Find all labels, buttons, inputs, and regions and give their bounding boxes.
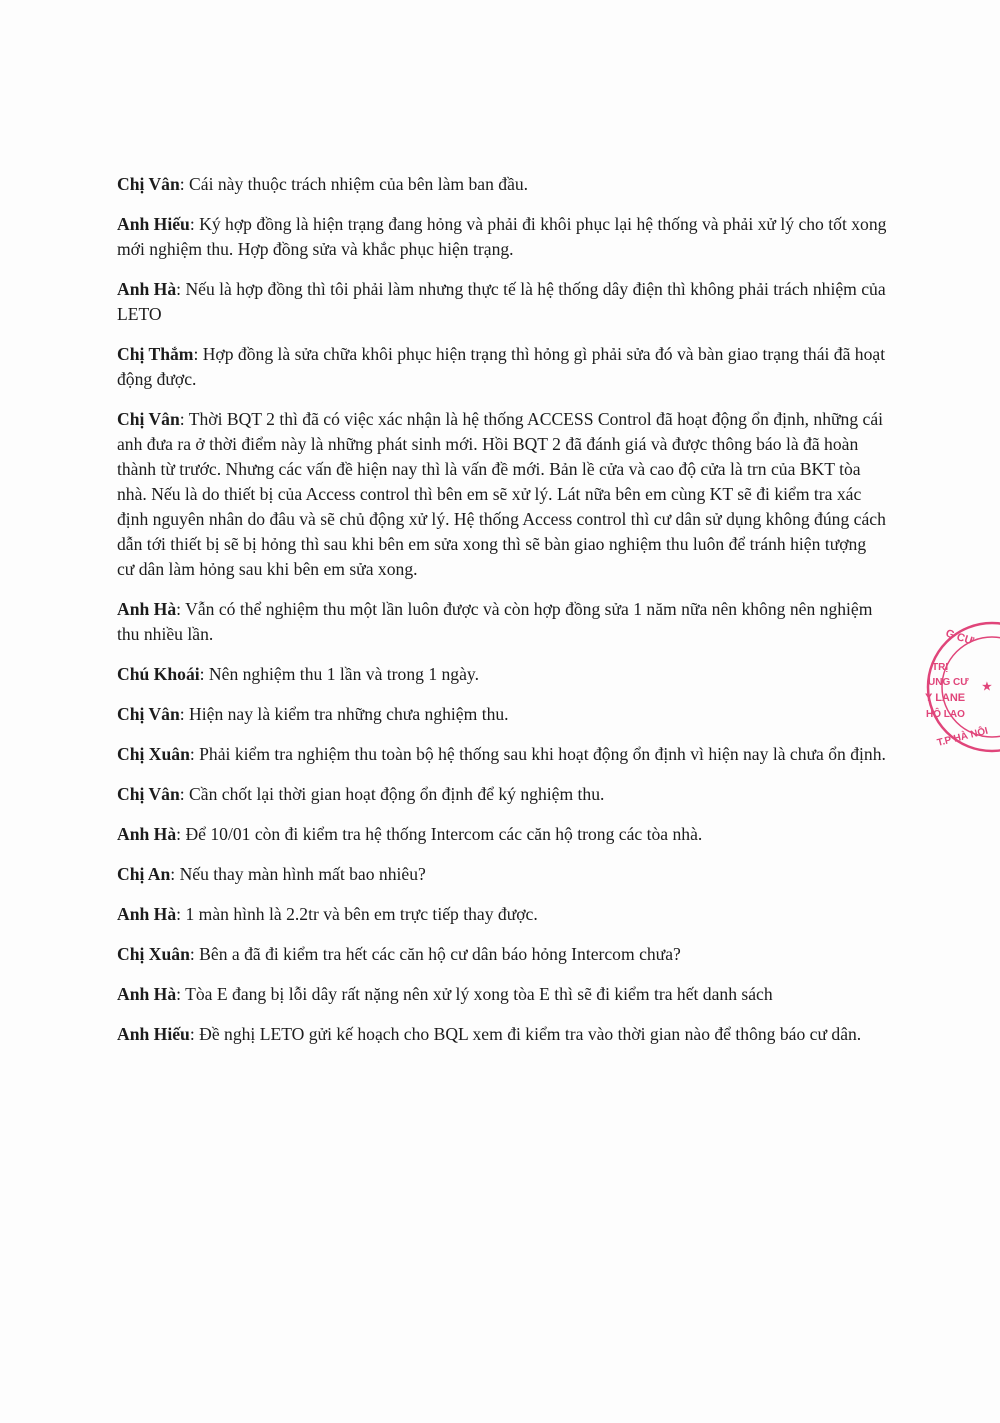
svg-text:TRỊ: TRỊ [932, 662, 949, 673]
paragraph [117, 277, 887, 327]
paragraph-text: : Nếu là hợp đồng thì tôi phải làm nhưng thực tế là hệ thống dây điện thì không phải trách nhiệm của LETO [117, 279, 886, 324]
speaker-name: Chú Khoái [117, 664, 200, 684]
paragraph [117, 702, 887, 727]
svg-text:T.P HÀ NỘI: T.P HÀ NỘI [936, 725, 990, 749]
paragraph-text: : Hợp đồng là sửa chữa khôi phục hiện trạng thì hỏng gì phải sửa đó và bàn giao trạng thái đã hoạt động được. [117, 344, 886, 389]
paragraph [117, 742, 887, 767]
paragraph-text: : Tòa E đang bị lỗi dây rất nặng nên xử lý xong tòa E thì sẽ đi kiểm tra hết danh sách [176, 984, 773, 1004]
paragraph-text: : Ký hợp đồng là hiện trạng đang hỏng và phải đi khôi phục lại hệ thống và phải xử lý cho tốt xong mới nghiệm thu. Hợp đồng sửa và khắc phục hiện trạng. [117, 214, 887, 259]
paragraph [117, 942, 887, 967]
paragraph-text: : 1 màn hình là 2.2tr và bên em trực tiếp thay được. [176, 904, 538, 924]
paragraph-text: : Cần chốt lại thời gian hoạt động ổn định để ký nghiệm thu. [179, 784, 605, 804]
svg-text:HỘ LAO: HỘ LAO [926, 709, 965, 720]
paragraph-text: : Thời BQT 2 thì đã có việc xác nhận là hệ thống ACCESS Control đã hoạt động ổn định, những cái anh đưa ra ở thời điểm này là những phát sinh mới. Hồi BQT 2 đã đánh giá và được thông báo là đã hoàn thành từ trước. Nhưng các vấn đề hiện nay thì là vấn đề mới. Bản lề cửa và cao độ cửa là trn của BKT tòa nhà. Nếu là do thiết bị của Access control thì bên em sẽ xử lý. Lát nữa bên em cùng KT sẽ đi kiểm tra xác định nguyên nhân do đâu và sẽ chủ động xử lý. Hệ thống Access control thì cư dân sử dụng không đúng cách dẫn tới thiết bị sẽ bị hỏng thì sau khi bên em sửa xong thì sẽ bàn giao nghiệm thu luôn để tránh hiện tượng cư dân làm hỏng sau khi bên em sửa xong. [117, 409, 886, 579]
paragraph-text: : Nên nghiệm thu 1 lần và trong 1 ngày. [199, 664, 479, 684]
paragraph-text: : Vẫn có thể nghiệm thu một lần luôn được và còn hợp đồng sửa 1 năm nữa nên không nên nghiệm thu nhiều lần. [117, 599, 873, 644]
paragraph-text: : Nếu thay màn hình mất bao nhiêu? [170, 864, 426, 884]
speaker-name: Chị Vân [117, 784, 180, 804]
speaker-name: Anh Hiếu [117, 1024, 190, 1044]
svg-text:★: ★ [982, 681, 992, 693]
paragraph [117, 982, 887, 1007]
paragraph [117, 597, 887, 647]
paragraph-text: : Đề nghị LETO gửi kế hoạch cho BQL xem đi kiểm tra vào thời gian nào để thông báo cư dân. [189, 1024, 862, 1044]
paragraph-text: : Cái này thuộc trách nhiệm của bên làm ban đầu. [179, 174, 529, 194]
speaker-name: Anh Hà [117, 984, 177, 1004]
speaker-name: Chị Thắm [117, 344, 194, 364]
speaker-name: Anh Hà [117, 599, 177, 619]
speaker-name: Chị Vân [117, 174, 180, 194]
paragraph-text: : Để 10/01 còn đi kiểm tra hệ thống Intercom các căn hộ trong các tòa nhà. [176, 824, 703, 844]
speaker-name: Chị Vân [117, 409, 180, 429]
paragraph-text: : Bên a đã đi kiểm tra hết các căn hộ cư dân báo hỏng Intercom chưa? [189, 944, 681, 964]
paragraph [117, 407, 887, 582]
minutes-body [117, 172, 887, 1062]
svg-text:Y LANE: Y LANE [925, 692, 966, 704]
speaker-name: Chị Vân [117, 704, 180, 724]
speaker-name: Anh Hà [117, 824, 177, 844]
paragraph [117, 782, 887, 807]
svg-text:UNG CƯ: UNG CƯ [928, 677, 969, 688]
paragraph [117, 902, 887, 927]
speaker-name: Anh Hà [117, 279, 177, 299]
paragraph [117, 822, 887, 847]
speaker-name: Chị An [117, 864, 171, 884]
paragraph [117, 342, 887, 392]
official-stamp [920, 612, 1000, 762]
speaker-name: Anh Hiếu [117, 214, 190, 234]
paragraph [117, 172, 887, 197]
paragraph [117, 662, 887, 687]
paragraph [117, 1022, 887, 1047]
paragraph-text: : Phải kiểm tra nghiệm thu toàn bộ hệ thống sau khi hoạt động ổn định vì hiện nay là chưa ổn định. [189, 744, 886, 764]
speaker-name: Chị Xuân [117, 744, 190, 764]
speaker-name: Chị Xuân [117, 944, 190, 964]
paragraph [117, 212, 887, 262]
speaker-name: Anh Hà [117, 904, 177, 924]
paragraph-text: : Hiện nay là kiểm tra những chưa nghiệm thu. [179, 704, 509, 724]
svg-text:G CƯ: G CƯ [944, 627, 976, 648]
paragraph [117, 862, 887, 887]
